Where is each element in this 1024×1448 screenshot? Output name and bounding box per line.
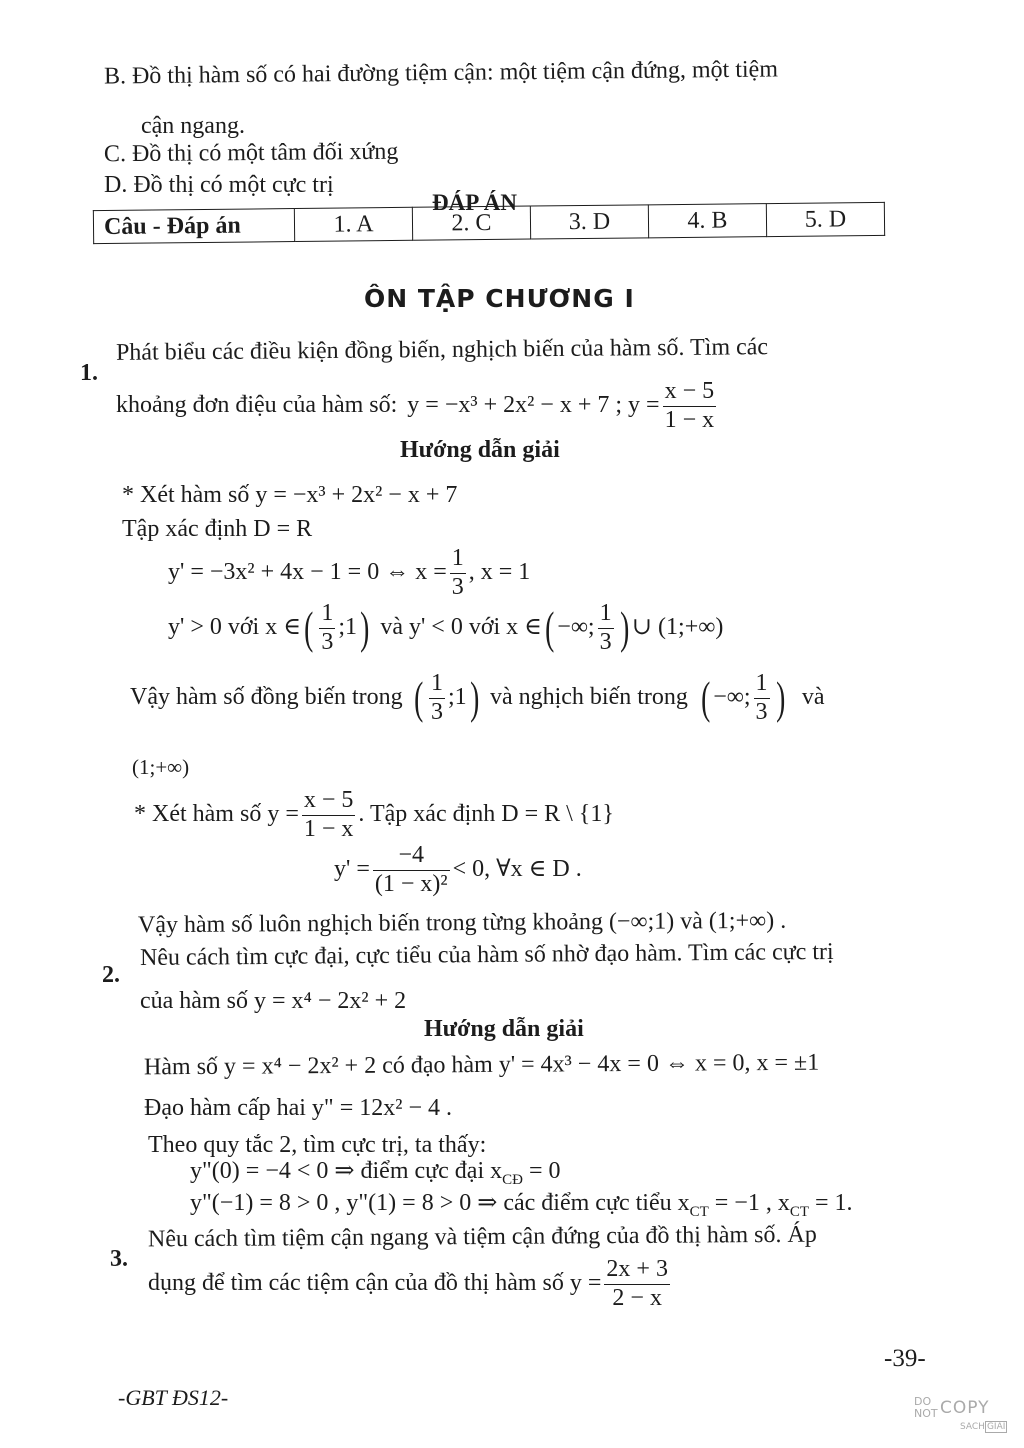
q2-step5-b: = −1 , x (708, 1190, 790, 1216)
q1-step9: Vậy hàm số luôn nghịch biến trong từng khoảng (−∞;1) và (1;+∞) . (137, 907, 787, 939)
q1-step8-b: < 0, ∀x ∈ D . (452, 856, 582, 883)
q1-step4-fraction2 (598, 600, 614, 656)
q1-line1: Phát biểu các điều kiện đồng biến, nghịch biến của hàm số. Tìm các (115, 334, 769, 366)
q3-line1: Nêu cách tìm tiệm cận ngang và tiệm cận đứng của đồ thị hàm số. Áp (147, 1221, 817, 1253)
left-paren: ( (304, 601, 314, 653)
q1-step5-d: −∞; (713, 684, 751, 711)
answer-cell-4: 4. B (648, 204, 766, 238)
q1-step3-text: y' = −3x² + 4x − 1 = 0 ⇔ x = (168, 559, 447, 586)
q1-step5-c: và nghịch biến trong (489, 684, 688, 711)
q1-step1: * Xét hàm số y = −x³ + 2x² − x + 7 (122, 482, 458, 508)
q1-function2-fraction (663, 378, 717, 434)
q1-step5 (130, 670, 825, 726)
option-d: D. Đồ thị có một cực trị (104, 172, 334, 198)
q1-step8 (334, 842, 582, 898)
left-paren: ( (545, 601, 555, 653)
q1-step7-den: 1 − x (303, 815, 354, 842)
q1-line2-text: khoảng đơn điệu của hàm số: (116, 392, 398, 419)
q1-step7-b: . Tập xác định D = R \ {1} (358, 801, 614, 828)
chapter-title: ÔN TẬP CHƯƠNG I (364, 284, 635, 313)
q2-step2: Đạo hàm cấp hai y" = 12x² − 4 . (144, 1095, 452, 1121)
q1-step5-den2: 3 (755, 698, 768, 725)
q1-step4-fraction (319, 600, 335, 656)
left-paren: ( (413, 671, 423, 723)
q1-step3-fraction (450, 545, 466, 601)
watermark-sach-giai (960, 1422, 1007, 1432)
q1-number: 1. (80, 360, 98, 386)
q1-step7-fraction (302, 787, 356, 843)
q1-step5-and: và (801, 684, 825, 711)
q3-line2 (148, 1256, 673, 1312)
q3-denominator: 2 − x (612, 1284, 662, 1311)
watermark-logo (914, 1395, 1006, 1440)
q1-step3-den: 3 (451, 573, 464, 600)
left-paren: ( (700, 671, 711, 723)
q1-step8-num: −4 (373, 842, 450, 871)
answer-header: Câu - Đáp án (93, 209, 294, 244)
q1-step5-fraction (429, 670, 445, 726)
q2-line1: Nêu cách tìm cực đại, cực tiểu của hàm số nhờ đạo hàm. Tìm các cực trị (139, 938, 834, 972)
right-paren: ) (619, 601, 629, 653)
q2-step3: Theo quy tắc 2, tìm cực trị, ta thấy: (148, 1132, 487, 1158)
q2-step5-sub: CT (689, 1203, 709, 1220)
answer-cell-1: 1. A (294, 207, 412, 241)
book-code: -GBT ĐS12- (118, 1385, 229, 1410)
q1-step8-fraction (373, 842, 450, 898)
q2-step5 (190, 1190, 853, 1221)
q1-step3-tail: , x = 1 (468, 559, 531, 586)
q3-line2-text: dụng để tìm các tiệm cận của đồ thị hàm số y = (148, 1270, 602, 1297)
right-paren: ) (775, 671, 785, 723)
watermark-sach: SACH (960, 1422, 985, 1432)
q1-f2-denominator: 1 − x (664, 406, 715, 433)
q2-solution-heading: Hướng dẫn giải (424, 1016, 584, 1042)
q1-step7-num: x − 5 (302, 787, 356, 816)
q2-number: 2. (102, 962, 120, 988)
q1-step8-den: (1 − x)² (374, 870, 448, 897)
q3-fraction (604, 1256, 670, 1312)
q2-step4-b: = 0 (522, 1158, 561, 1184)
option-b-line2: cận ngang. (141, 113, 245, 139)
q1-step4-den2: 3 (599, 628, 612, 655)
q1-step4-d: −∞; (557, 614, 595, 641)
q2-step5-c: = 1. (809, 1190, 853, 1216)
answer-cell-3: 3. D (530, 205, 648, 239)
q1-step4-a: y' > 0 với x ∈ (168, 614, 301, 641)
q1-step4-b: ;1 (338, 614, 357, 641)
right-paren: ) (469, 671, 479, 723)
q1-step2: Tập xác định D = R (122, 516, 313, 542)
q2-step4 (190, 1158, 561, 1189)
watermark-do: DO (914, 1395, 932, 1408)
q3-number: 3. (110, 1246, 128, 1272)
q1-step5-num: 1 (429, 670, 445, 699)
option-c: C. Đồ thị có một tâm đối xứng (103, 138, 399, 168)
q1-step4-den: 3 (321, 628, 334, 655)
q1-step5-fraction2 (754, 670, 770, 726)
q2-step4-a: y"(0) = −4 < 0 ⇒ điểm cực đại x (190, 1158, 503, 1184)
q1-step8-a: y' = (334, 856, 370, 883)
answer-cell-5: 5. D (766, 202, 884, 236)
right-paren: ) (360, 601, 370, 653)
page-number: -39- (884, 1345, 926, 1372)
q1-solution-heading: Hướng dẫn giải (400, 437, 560, 463)
q2-step5-sub2: CT (789, 1203, 810, 1220)
answer-cell-2: 2. C (412, 206, 530, 240)
q1-function1: y = −x³ + 2x² − x + 7 ; y = (407, 392, 660, 419)
option-b-line1: B. Đồ thị hàm số có hai đường tiệm cận: một tiệm cận đứng, một tiệm (103, 56, 779, 90)
q1-step7-a: * Xét hàm số y = (134, 801, 299, 828)
q1-step5-a: Vậy hàm số đồng biến trong (130, 684, 403, 711)
q1-step5-den: 3 (430, 698, 443, 725)
watermark-not: NOT (914, 1407, 938, 1420)
q1-step4-e: ∪ (1;+∞) (631, 614, 724, 641)
q2-step4-sub: CĐ (502, 1171, 523, 1188)
q2-step5-a: y"(−1) = 8 > 0 , y"(1) = 8 > 0 ⇒ các điểm cực tiểu x (190, 1190, 690, 1216)
q3-numerator: 2x + 3 (604, 1256, 670, 1285)
answer-title: ĐÁP ÁN (432, 190, 517, 215)
q1-step3 (168, 545, 530, 601)
q2-line2: của hàm số y = x⁴ − 2x² + 2 (140, 988, 407, 1014)
answer-table (93, 202, 885, 244)
watermark-copy: COPY (940, 1398, 990, 1418)
q1-step5-b: ;1 (447, 684, 467, 711)
q1-step6: (1;+∞) (132, 755, 190, 779)
q1-step4-c: và y' < 0 với x ∈ (380, 614, 542, 641)
q1-step4-num2: 1 (598, 600, 614, 629)
watermark-giai: GIAI (986, 1422, 1006, 1432)
q1-step7 (134, 787, 614, 843)
q1-step4 (168, 600, 723, 656)
q2-step1: Hàm số y = x⁴ − 2x² + 2 có đạo hàm y' = 4x³ − 4x = 0 ⇔ x = 0, x = ±1 (143, 1049, 820, 1081)
q1-step4-num: 1 (319, 600, 335, 629)
q1-step5-num2: 1 (754, 670, 770, 699)
q1-step3-num: 1 (450, 545, 466, 574)
q1-f2-numerator: x − 5 (663, 378, 717, 407)
q1-line2 (116, 378, 719, 434)
